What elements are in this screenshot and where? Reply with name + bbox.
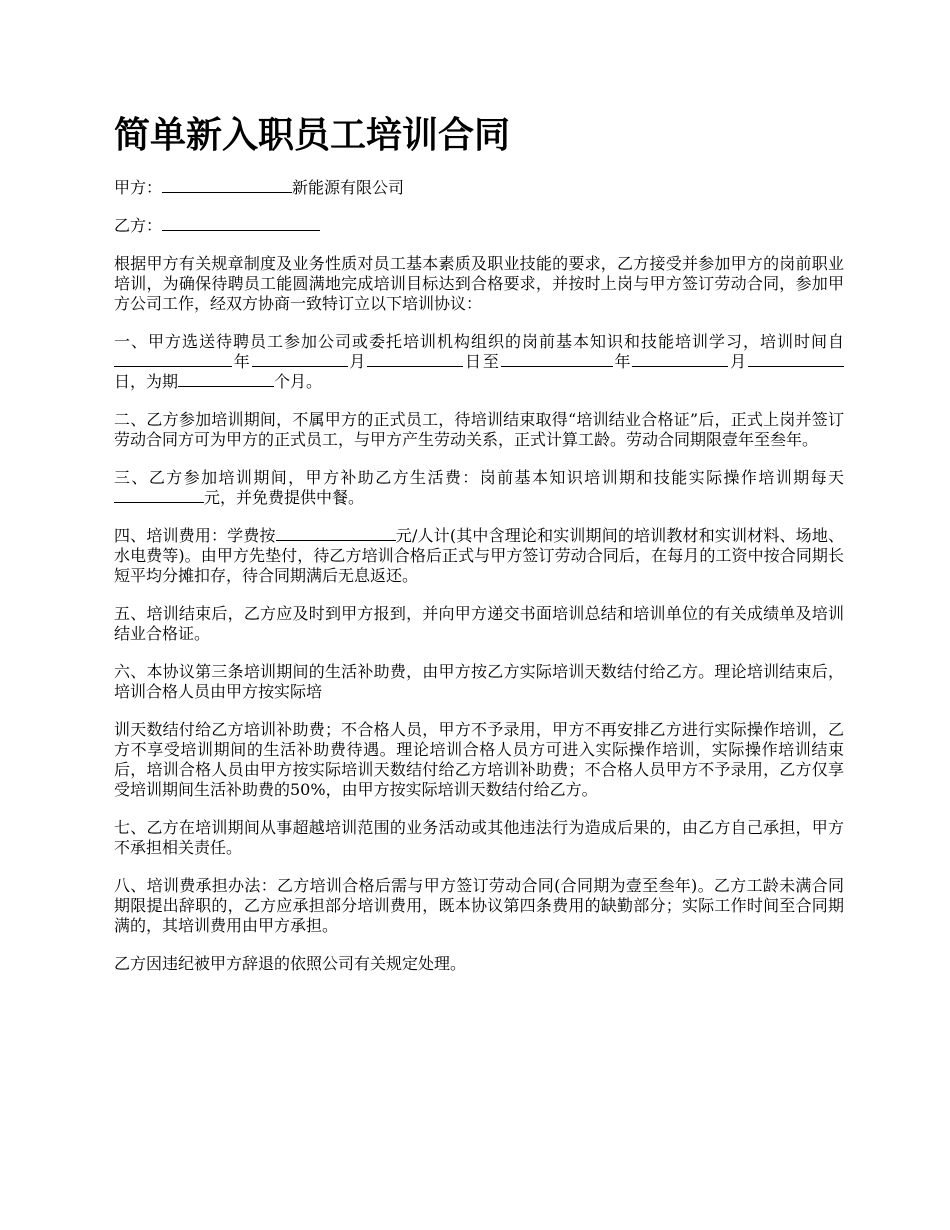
year-label: 年	[612, 352, 633, 371]
clause-3-tail: 元，并免费提供中餐。	[204, 488, 365, 507]
blank-month-start	[252, 352, 348, 367]
clause-8: 八、培训费承担办法：乙方培训合格后需与甲方签订劳动合同(合同期为壹至叁年)。乙方工龄未满合同期限提出辞职的，乙方应承担部分培训费用，既本协议第四条费用的缺勤部分；实际工作时间至合同期满的，其培训费用由甲方承担。	[114, 876, 844, 935]
clause-4	[114, 526, 844, 586]
clause-2: 二、乙方参加培训期间，不属甲方的正式员工，待培训结束取得“培训结业合格证”后，正式上岗并签订劳动合同方可为甲方的正式员工，与甲方产生劳动关系，正式计算工龄。劳动合同期限壹年至叁年。	[114, 410, 844, 449]
closing-paragraph: 乙方因违纪被甲方辞退的依照公司有关规定处理。	[114, 954, 467, 973]
clause-4-text: 四、培训费用：学费按	[114, 526, 276, 545]
blank-year-start	[114, 352, 232, 367]
months-label: 个月。	[274, 372, 323, 391]
day-duration-label: 日，为期	[114, 372, 179, 391]
document-title: 简单新入职员工培训合同	[114, 115, 511, 156]
clause-6-part-2: 训天数结付给乙方培训补助费；不合格人员，甲方不予录用，甲方不再安排乙方进行实际操作培训，乙方不享受培训期间的生活补助费待遇。理论培训合格人员方可进入实际操作培训，实际操作培训结束后，培训合格人员由甲方按实际培训天数结付给乙方培训补助费；不合格人员甲方不予录用，乙方仅享受培训期间生活补助费的50%，由甲方按实际培训天数结付给乙方。	[114, 720, 844, 799]
blank-year-end	[501, 352, 613, 367]
year-label: 年	[232, 352, 252, 371]
blank-duration	[178, 372, 274, 387]
clause-6-part-1: 六、本协议第三条培训期间的生活补助费，由甲方按乙方实际培训天数结付给乙方。理论培训结束后，培训合格人员由甲方按实际培	[114, 662, 844, 701]
clause-7: 七、乙方在培训期间从事超越培训范围的业务活动或其他违法行为造成后果的，由乙方自己承担，甲方不承担相关责任。	[114, 818, 844, 857]
blank-month-end	[632, 352, 728, 367]
blank-tuition	[276, 526, 396, 541]
blank-daily-allowance	[114, 488, 204, 503]
clause-5: 五、培训结束后，乙方应及时到甲方报到，并向甲方递交书面培训总结和培训单位的有关成绩单及培训结业合格证。	[114, 604, 844, 643]
party-a-value: 新能源有限公司	[292, 178, 405, 197]
party-b-blank	[162, 216, 320, 231]
document-body	[114, 114, 844, 992]
intro-paragraph: 根据甲方有关规章制度及业务性质对员工基本素质及职业技能的要求，乙方接受并参加甲方的岗前职业培训，为确保待聘员工能圆满地完成培训目标达到合格要求，并按时上岗与甲方签订劳动合同，参加甲方公司工作，经双方协商一致特订立以下培训协议：	[114, 254, 844, 313]
party-a-line	[114, 178, 844, 198]
party-a-label: 甲方：	[114, 178, 163, 197]
clause-1	[114, 332, 844, 392]
blank-day-start	[367, 352, 463, 367]
day-to-label: 日至	[463, 352, 501, 371]
month-label: 月	[728, 352, 748, 371]
clause-3-text: 三、乙方参加培训期间，甲方补助乙方生活费：岗前基本知识培训期和技能实际操作培训期每天	[114, 468, 844, 487]
party-b-line	[114, 216, 844, 236]
month-label: 月	[347, 352, 368, 371]
party-b-label: 乙方：	[114, 216, 163, 235]
clause-4-tail: 元/人计(其中含理论和实训期间的培训教材和实训材料、场地、水电费等)。由甲方先垫付，待乙方培训合格后正式与甲方签订劳动合同后，在每月的工资中按合同期长短平均分摊扣存，待合同期满后无息返还。	[114, 526, 844, 585]
clause-1-text: 一、甲方选送待聘员工参加公司或委托培训机构组织的岗前基本知识和技能培训学习，培训时间自	[114, 332, 844, 351]
blank-day-end	[748, 352, 844, 367]
clause-3	[114, 468, 844, 508]
party-a-blank	[162, 178, 292, 193]
